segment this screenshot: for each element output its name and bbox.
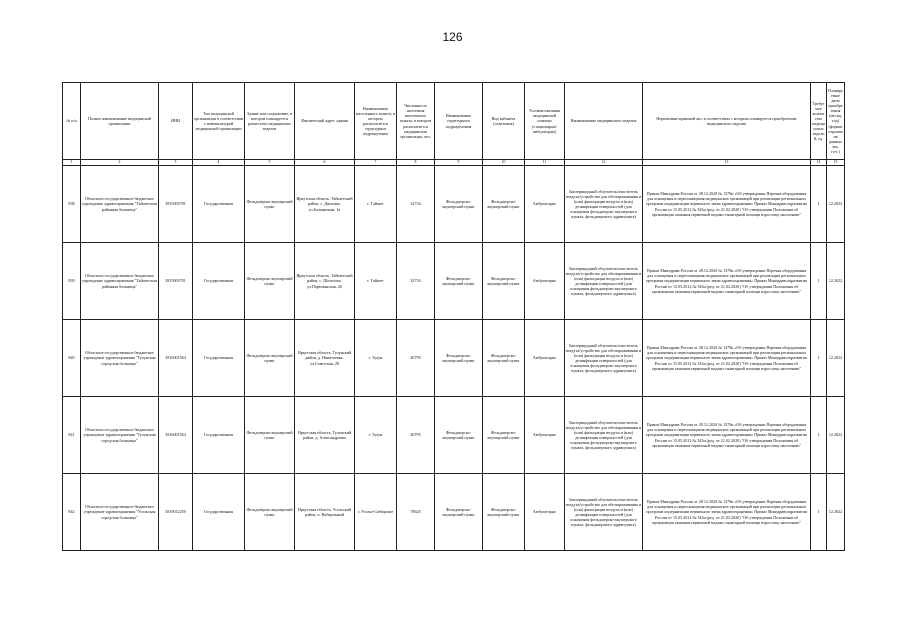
page-number: 126 <box>442 30 463 44</box>
settlement: г. Тулун <box>355 320 397 397</box>
equipment-table <box>62 82 845 551</box>
quantity: 1 <box>811 243 827 320</box>
header-cell: Наименование медицинского изделия <box>565 83 643 160</box>
table-row <box>63 320 845 397</box>
purchase-date: 12.2022 <box>827 243 845 320</box>
inn: 3819012250 <box>159 474 193 551</box>
address: Иркутская область, Тулунский район, д. Александровка <box>295 397 355 474</box>
org-name: Областное государственное бюджетное учреждение здравоохранения "Тулунская городская больница" <box>81 320 159 397</box>
column-number: 14 <box>811 160 827 166</box>
header-cell: ИНН <box>159 83 193 160</box>
header-cell: Нормативно-правовой акт, в соответствии с которым планируется приобретение медицинского изделия <box>643 83 811 160</box>
row-number: 840 <box>63 320 81 397</box>
settlement: г. Тулун <box>355 397 397 474</box>
row-number: 842 <box>63 474 81 551</box>
org-type: Государственная <box>193 243 245 320</box>
device: Бактерицидный облучатель/очиститель воздуха/устройство для обеззараживания и (или) фильтрации воздуха и (или) дезинфекции поверхностей (для оснащения фельдшерско-акушерского пункта, фельдшерского здравпункта) <box>565 320 643 397</box>
quantity: 1 <box>811 397 827 474</box>
legal-act: Приказ Минздрава России от 28.12.2020 № 1379н «Об утверждении Перечня оборудования для оснащения и переоснащения медицинских организаций при реализации региональных программ модернизации первичного звена здравоохранения» Приказ Минздравсоцразвития России от 15.05.2012 № 543н (ред. от 21.02.2020) "Об утверждении Положения об организации оказания первичной медико-санитарной помощи взрослому населению" <box>643 320 811 397</box>
cabinet: Фельдшерско-акушерский пункт <box>483 397 525 474</box>
population: 32734 <box>397 166 435 243</box>
cabinet: Фельдшерско-акушерский пункт <box>483 166 525 243</box>
table-row <box>63 243 845 320</box>
header-cell: Требуемое количество медицинских изделий, ед. <box>811 83 827 160</box>
column-number: 2 <box>81 160 159 166</box>
row-number: 839 <box>63 243 81 320</box>
equipment-table-container <box>62 82 844 551</box>
settlement: г. Усолье-Сибирское <box>355 474 397 551</box>
org-type: Государственная <box>193 320 245 397</box>
address: Иркутская область, Тулунский район, д. Никитаевка, ул.Советская, 28 <box>295 320 355 397</box>
device: Бактерицидный облучатель/очиститель воздуха/устройство для обеззараживания и (или) фильтрации воздуха и (или) дезинфекции поверхностей (для оснащения фельдшерско-акушерского пункта, фельдшерского здравпункта) <box>565 243 643 320</box>
row-number: 838 <box>63 166 81 243</box>
column-number: 13 <box>643 160 811 166</box>
device: Бактерицидный облучатель/очиститель воздуха/устройство для обеззараживания и (или) фильтрации воздуха и (или) дезинфекции поверхностей (для оснащения фельдшерско-акушерского пункта, фельдшерского здравпункта) <box>565 397 643 474</box>
legal-act: Приказ Минздрава России от 28.12.2020 № 1379н «Об утверждении Перечня оборудования для оснащения и переоснащения медицинских организаций при реализации региональных программ модернизации первичного звена здравоохранения» Приказ Минздравсоцразвития России от 15.05.2012 № 543н (ред. от 21.02.2020) "Об утверждении Положения об организации оказания первичной медико-санитарной помощи взрослому населению" <box>643 166 811 243</box>
column-number: 5 <box>245 160 295 166</box>
legal-act: Приказ Минздрава России от 28.12.2020 № 1379н «Об утверждении Перечня оборудования для оснащения и переоснащения медицинских организаций при реализации региональных программ модернизации первичного звена здравоохранения» Приказ Минздравсоцразвития России от 15.05.2012 № 543н (ред. от 21.02.2020) "Об утверждении Положения об организации оказания первичной медико-санитарной помощи взрослому населению" <box>643 397 811 474</box>
building: Фельдшерско-акушерский пункт <box>245 474 295 551</box>
building: Фельдшерско-акушерский пункт <box>245 320 295 397</box>
column-number: 8 <box>397 160 435 166</box>
cabinet: Фельдшерско-акушерский пункт <box>483 474 525 551</box>
column-number: 15 <box>827 160 845 166</box>
population: 40795 <box>397 397 435 474</box>
purchase-date: 12.2022 <box>827 397 845 474</box>
unit: Фельдшерско-акушерский пункт <box>435 474 483 551</box>
column-number: 1 <box>63 160 81 166</box>
column-number: 11 <box>525 160 565 166</box>
address: Иркутская область, Тайшетский район, с. Шелехово, ул.Партизанская, 26 <box>295 243 355 320</box>
header-cell: Тип медицинской организации в соответствии с номенклатурой медицинской организации <box>193 83 245 160</box>
conditions: Амбулаторно <box>525 397 565 474</box>
unit: Фельдшерско-акушерский пункт <box>435 397 483 474</box>
inn: 3816001564 <box>159 397 193 474</box>
column-number: 6 <box>295 160 355 166</box>
legal-act: Приказ Минздрава России от 28.12.2020 № 1379н «Об утверждении Перечня оборудования для оснащения и переоснащения медицинских организаций при реализации региональных программ модернизации первичного звена здравоохранения» Приказ Минздравсоцразвития России от 15.05.2012 № 543н (ред. от 21.02.2020) "Об утверждении Положения об организации оказания первичной медико-санитарной помощи взрослому населению" <box>643 243 811 320</box>
header-cell: Здание или сооружение, в котором планируется разместить медицинское изделие <box>245 83 295 160</box>
header-cell: № п/п <box>63 83 81 160</box>
org-type: Государственная <box>193 474 245 551</box>
header-cell: Наименование структурного подразделения <box>435 83 483 160</box>
row-number: 841 <box>63 397 81 474</box>
address: Иркутская область, Тайшетский район, с. Джогино, ул.Больничная, 1а <box>295 166 355 243</box>
building: Фельдшерско-акушерский пункт <box>245 166 295 243</box>
building: Фельдшерско-акушерский пункт <box>245 397 295 474</box>
unit: Фельдшерско-акушерский пункт <box>435 166 483 243</box>
org-type: Государственная <box>193 166 245 243</box>
address: Иркутская область, Усольский район, п. Набережный <box>295 474 355 551</box>
header-cell: Планируемые даты приобретения (месяц, год) (формат отражения данных мм. гггг.) <box>827 83 845 160</box>
conditions: Амбулаторно <box>525 320 565 397</box>
header-cell: Полное наименование медицинской организации <box>81 83 159 160</box>
header-cell: Вид кабинета (отделения) <box>483 83 525 160</box>
unit: Фельдшерско-акушерский пункт <box>435 243 483 320</box>
org-name: Областное государственное бюджетное учреждение здравоохранения "Тайшетская районная больница" <box>81 243 159 320</box>
org-type: Государственная <box>193 397 245 474</box>
population: 32734 <box>397 243 435 320</box>
inn: 3816001564 <box>159 320 193 397</box>
column-number: 7 <box>355 160 397 166</box>
inn: 3815003781 <box>159 166 193 243</box>
conditions: Амбулаторно <box>525 243 565 320</box>
org-name: Областное государственное бюджетное учреждение здравоохранения "Тайшетская районная больница" <box>81 166 159 243</box>
population: 78625 <box>397 474 435 551</box>
device: Бактерицидный облучатель/очиститель воздуха/устройство для обеззараживания и (или) фильтрации воздуха и (или) дезинфекции поверхностей (для оснащения фельдшерско-акушерского пункта, фельдшерского здравпункта) <box>565 166 643 243</box>
purchase-date: 12.2022 <box>827 320 845 397</box>
org-name: Областное государственное бюджетное учреждение здравоохранения "Тулунская городская больница" <box>81 397 159 474</box>
table-row <box>63 397 845 474</box>
column-number: 9 <box>435 160 483 166</box>
header-cell: Наименование населенного пункта, в котором располагается структурное подразделение <box>355 83 397 160</box>
header-cell: Условия оказания медицинской помощи (стационарно/амбулаторно) <box>525 83 565 160</box>
building: Фельдшерско-акушерский пункт <box>245 243 295 320</box>
column-number: 12 <box>565 160 643 166</box>
table-row <box>63 166 845 243</box>
conditions: Амбулаторно <box>525 474 565 551</box>
header-row <box>63 83 845 160</box>
conditions: Амбулаторно <box>525 166 565 243</box>
purchase-date: 12.2022 <box>827 474 845 551</box>
quantity: 1 <box>811 166 827 243</box>
unit: Фельдшерско-акушерский пункт <box>435 320 483 397</box>
header-cell: Численность населения населенного пункта, в котором располагается медицинская организация, чел. <box>397 83 435 160</box>
org-name: Областное государственное бюджетное учреждение здравоохранения "Усольская городская больница" <box>81 474 159 551</box>
device: Бактерицидный облучатель/очиститель воздуха/устройство для обеззараживания и (или) фильтрации воздуха и (или) дезинфекции поверхностей (для оснащения фельдшерско-акушерского пункта, фельдшерского здравпункта) <box>565 474 643 551</box>
column-number: 3 <box>159 160 193 166</box>
inn: 3815003781 <box>159 243 193 320</box>
settlement: г. Тайшет <box>355 243 397 320</box>
header-cell: Фактический адрес здания <box>295 83 355 160</box>
column-number: 4 <box>193 160 245 166</box>
table-row <box>63 474 845 551</box>
purchase-date: 12.2022 <box>827 166 845 243</box>
population: 40795 <box>397 320 435 397</box>
column-number: 10 <box>483 160 525 166</box>
quantity: 1 <box>811 320 827 397</box>
cabinet: Фельдшерско-акушерский пункт <box>483 320 525 397</box>
cabinet: Фельдшерско-акушерский пункт <box>483 243 525 320</box>
legal-act: Приказ Минздрава России от 28.12.2020 № 1379н «Об утверждении Перечня оборудования для оснащения и переоснащения медицинских организаций при реализации региональных программ модернизации первичного звена здравоохранения» Приказ Минздравсоцразвития России от 15.05.2012 № 543н (ред. от 21.02.2020) "Об утверждении Положения об организации оказания первичной медико-санитарной помощи взрослому населению" <box>643 474 811 551</box>
quantity: 1 <box>811 474 827 551</box>
settlement: г. Тайшет <box>355 166 397 243</box>
